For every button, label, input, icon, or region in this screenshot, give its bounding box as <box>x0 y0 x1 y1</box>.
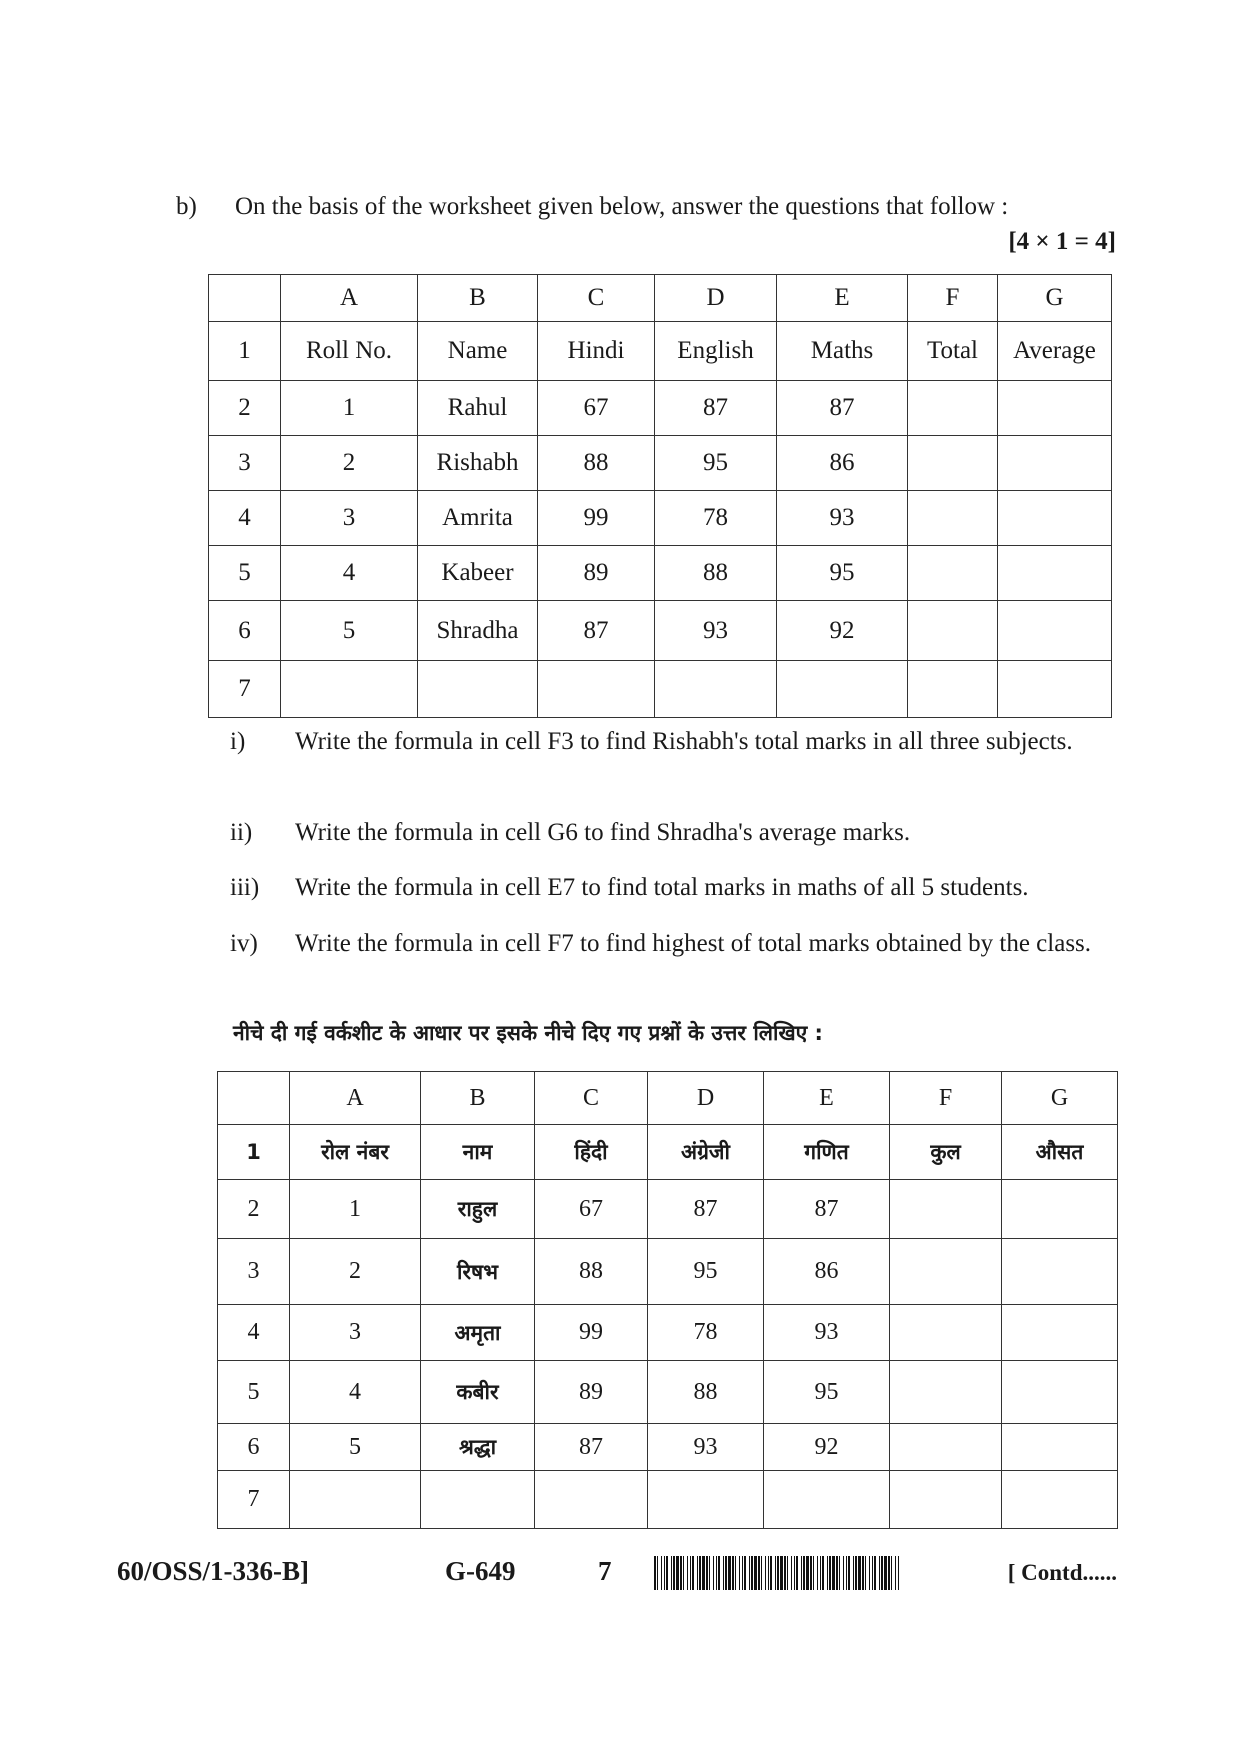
column-header-cell: A <box>290 1072 421 1125</box>
table-cell: English <box>655 322 777 381</box>
table-cell: 95 <box>764 1361 890 1424</box>
table-row <box>209 322 1112 381</box>
column-header-row <box>218 1072 1118 1125</box>
table-cell: 1 <box>290 1180 421 1239</box>
table-cell <box>764 1471 890 1529</box>
table-cell <box>1002 1305 1118 1361</box>
table-cell: 87 <box>538 601 655 661</box>
table-cell: 88 <box>535 1239 648 1305</box>
table-cell <box>998 381 1112 436</box>
row-number-cell: 6 <box>209 601 281 661</box>
worksheet-table-hindi <box>217 1071 1118 1529</box>
table-cell: रोल नंबर <box>290 1125 421 1180</box>
table-cell: 93 <box>764 1305 890 1361</box>
column-header-cell: E <box>777 275 908 322</box>
table-cell: 89 <box>538 546 655 601</box>
column-header-cell: G <box>1002 1072 1118 1125</box>
table-row <box>209 491 1112 546</box>
table-cell: 95 <box>655 436 777 491</box>
table-cell <box>908 546 998 601</box>
row-number-cell: 7 <box>209 661 281 718</box>
table-row <box>209 601 1112 661</box>
sub-question-text: Write the formula in cell F3 to find Rishabh's total marks in all three subjects. <box>295 728 1073 755</box>
table-cell: Maths <box>777 322 908 381</box>
column-header-cell: B <box>421 1072 535 1125</box>
table-cell: 87 <box>535 1424 648 1471</box>
sub-question-text: Write the formula in cell E7 to find total marks in maths of all 5 students. <box>295 874 1029 901</box>
sub-question-text: Write the formula in cell F7 to find highest of total marks obtained by the class. <box>295 930 1092 957</box>
table-row <box>218 1239 1118 1305</box>
column-header-cell <box>209 275 281 322</box>
table-cell <box>648 1471 764 1529</box>
table-cell <box>1002 1180 1118 1239</box>
table-cell: 87 <box>764 1180 890 1239</box>
column-header-cell: B <box>418 275 538 322</box>
table-cell <box>538 661 655 718</box>
table-cell: हिंदी <box>535 1125 648 1180</box>
column-header-cell: A <box>281 275 418 322</box>
table-cell <box>890 1424 1002 1471</box>
table-cell: 95 <box>648 1239 764 1305</box>
table-cell <box>890 1361 1002 1424</box>
table-cell: कुल <box>890 1125 1002 1180</box>
table-cell: Roll No. <box>281 322 418 381</box>
table-cell: 2 <box>281 436 418 491</box>
table-cell: Total <box>908 322 998 381</box>
table-cell: Rahul <box>418 381 538 436</box>
sub-question-text: Write the formula in cell G6 to find Shradha's average marks. <box>295 819 911 846</box>
table-cell <box>908 601 998 661</box>
row-number-cell: 6 <box>218 1424 290 1471</box>
table-cell <box>1002 1471 1118 1529</box>
table-cell: Rishabh <box>418 436 538 491</box>
row-number-cell: 5 <box>218 1361 290 1424</box>
table-cell <box>998 546 1112 601</box>
sub-question-number: ii) <box>230 819 253 846</box>
column-header-cell: E <box>764 1072 890 1125</box>
table-cell: 67 <box>538 381 655 436</box>
table-cell: 93 <box>655 601 777 661</box>
table-cell <box>1002 1424 1118 1471</box>
table-cell: रिषभ <box>421 1239 535 1305</box>
table-cell: 86 <box>777 436 908 491</box>
table-row <box>209 546 1112 601</box>
table-cell <box>418 661 538 718</box>
footer-page-number: 7 <box>598 1556 612 1586</box>
table-cell <box>908 436 998 491</box>
table-cell: 92 <box>777 601 908 661</box>
footer-series-code: G-649 <box>445 1556 516 1586</box>
table-cell: 92 <box>764 1424 890 1471</box>
column-header-cell: F <box>890 1072 1002 1125</box>
table-cell: 88 <box>648 1361 764 1424</box>
column-header-cell: D <box>655 275 777 322</box>
table-cell: 86 <box>764 1239 890 1305</box>
table-cell <box>908 491 998 546</box>
table-cell: कबीर <box>421 1361 535 1424</box>
table-cell <box>535 1471 648 1529</box>
table-cell: Average <box>998 322 1112 381</box>
table-cell <box>890 1305 1002 1361</box>
table-cell <box>908 381 998 436</box>
table-cell <box>998 491 1112 546</box>
table-cell <box>908 661 998 718</box>
column-header-cell: C <box>535 1072 648 1125</box>
column-header-cell: D <box>648 1072 764 1125</box>
row-number-cell: 7 <box>218 1471 290 1529</box>
table-row <box>218 1471 1118 1529</box>
question-marks: [4 × 1 = 4] <box>1008 228 1116 255</box>
table-cell: 78 <box>648 1305 764 1361</box>
table-cell: अंग्रेजी <box>648 1125 764 1180</box>
worksheet-table-english <box>208 274 1112 718</box>
table-cell <box>290 1471 421 1529</box>
table-row <box>218 1305 1118 1361</box>
table-row <box>209 661 1112 718</box>
table-cell: 99 <box>535 1305 648 1361</box>
row-number-cell: 2 <box>209 381 281 436</box>
table-row <box>209 436 1112 491</box>
table-cell: Hindi <box>538 322 655 381</box>
column-header-row <box>209 275 1112 322</box>
table-cell: 3 <box>290 1305 421 1361</box>
column-header-cell: C <box>538 275 655 322</box>
row-number-cell: 1 <box>209 322 281 381</box>
table-cell <box>998 661 1112 718</box>
table-cell: गणित <box>764 1125 890 1180</box>
table-cell: 4 <box>281 546 418 601</box>
table-cell <box>777 661 908 718</box>
table-cell: 2 <box>290 1239 421 1305</box>
table-cell: 93 <box>777 491 908 546</box>
table-cell: 5 <box>281 601 418 661</box>
table-cell <box>1002 1361 1118 1424</box>
table-cell: 87 <box>655 381 777 436</box>
barcode-icon <box>654 1556 900 1590</box>
table-cell <box>890 1180 1002 1239</box>
table-cell <box>890 1239 1002 1305</box>
row-number-cell: 5 <box>209 546 281 601</box>
table-cell: Amrita <box>418 491 538 546</box>
table-cell: 4 <box>290 1361 421 1424</box>
sub-question-number: i) <box>230 728 246 755</box>
column-header-cell: G <box>998 275 1112 322</box>
table-cell: अमृता <box>421 1305 535 1361</box>
table-row <box>218 1125 1118 1180</box>
question-marker: b) <box>176 193 197 220</box>
table-cell: औसत <box>1002 1125 1118 1180</box>
column-header-cell <box>218 1072 290 1125</box>
table-row <box>218 1361 1118 1424</box>
sub-question-number: iv) <box>230 930 258 957</box>
table-cell: 87 <box>777 381 908 436</box>
table-cell <box>281 661 418 718</box>
table-cell: Name <box>418 322 538 381</box>
table-cell <box>655 661 777 718</box>
table-cell: Kabeer <box>418 546 538 601</box>
row-number-cell: 4 <box>218 1305 290 1361</box>
column-header-cell: F <box>908 275 998 322</box>
row-number-cell: 1 <box>218 1125 290 1180</box>
table-cell: 87 <box>648 1180 764 1239</box>
table-cell: श्रद्धा <box>421 1424 535 1471</box>
table-cell: 89 <box>535 1361 648 1424</box>
footer-contd: [ Contd...... <box>1007 1560 1117 1585</box>
table-row <box>209 381 1112 436</box>
table-cell: 5 <box>290 1424 421 1471</box>
table-cell <box>1002 1239 1118 1305</box>
table-cell <box>998 601 1112 661</box>
row-number-cell: 3 <box>209 436 281 491</box>
table-cell: 88 <box>655 546 777 601</box>
table-cell: 67 <box>535 1180 648 1239</box>
footer-paper-code: 60/OSS/1-336-B] <box>117 1556 310 1586</box>
row-number-cell: 4 <box>209 491 281 546</box>
sub-question-number: iii) <box>230 874 260 901</box>
table-cell: राहुल <box>421 1180 535 1239</box>
table-row <box>218 1424 1118 1471</box>
row-number-cell: 2 <box>218 1180 290 1239</box>
table-cell: नाम <box>421 1125 535 1180</box>
row-number-cell: 3 <box>218 1239 290 1305</box>
table-cell: 3 <box>281 491 418 546</box>
table-cell: 93 <box>648 1424 764 1471</box>
table-cell <box>998 436 1112 491</box>
table-cell <box>421 1471 535 1529</box>
table-row <box>218 1180 1118 1239</box>
table-cell: 99 <box>538 491 655 546</box>
hindi-instruction: नीचे दी गई वर्कशीट के आधार पर इसके नीचे दिए गए प्रश्नों के उत्तर लिखिए : <box>233 1021 823 1045</box>
table-cell: 78 <box>655 491 777 546</box>
table-cell: 1 <box>281 381 418 436</box>
question-text: On the basis of the worksheet given below, answer the questions that follow : <box>235 193 1009 220</box>
table-cell <box>890 1471 1002 1529</box>
table-cell: 95 <box>777 546 908 601</box>
table-cell: Shradha <box>418 601 538 661</box>
table-cell: 88 <box>538 436 655 491</box>
